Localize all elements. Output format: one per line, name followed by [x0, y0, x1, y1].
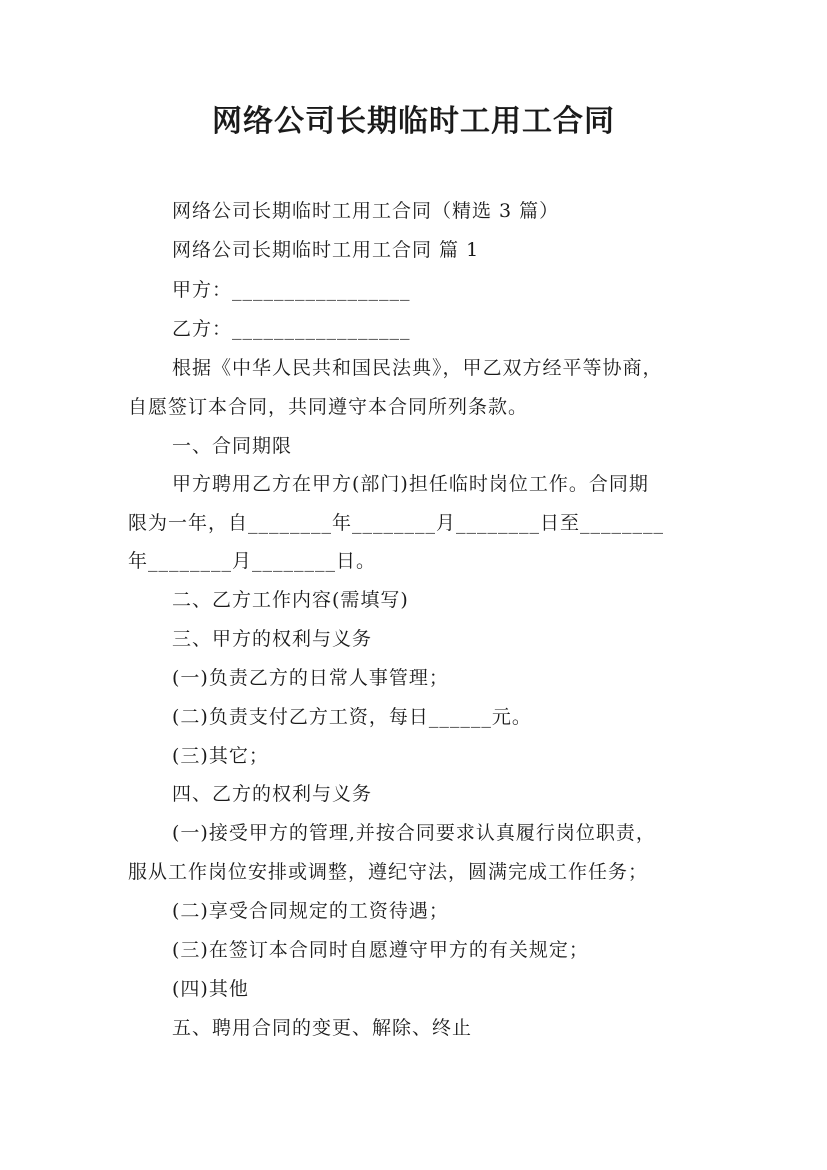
- paragraph-line: 年________月________日。: [128, 550, 377, 572]
- doc-part-heading: 网络公司长期临时工用工合同 篇 1: [172, 239, 480, 261]
- list-item: (一)负责乙方的日常人事管理；: [172, 667, 449, 689]
- list-item: (一)接受甲方的管理,并按合同要求认真履行岗位职责，: [172, 822, 656, 844]
- section-heading: 一、合同期限: [172, 435, 293, 457]
- list-item: (二)享受合同规定的工资待遇；: [172, 900, 449, 922]
- paragraph-line: 自愿签订本合同，共同遵守本合同所列条款。: [128, 396, 529, 418]
- list-item: (二)负责支付乙方工资，每日______元。: [172, 706, 532, 728]
- party-a-field: 甲方：_________________: [172, 279, 411, 301]
- section-heading: 三、甲方的权利与义务: [172, 628, 373, 650]
- section-heading: 二、乙方工作内容(需填写): [172, 589, 409, 611]
- list-item: (三)在签订本合同时自愿遵守甲方的有关规定；: [172, 939, 589, 961]
- paragraph-line: 甲方聘用乙方在甲方(部门)担任临时岗位工作。合同期: [172, 473, 649, 495]
- doc-subtitle: 网络公司长期临时工用工合同（精选 3 篇）: [172, 200, 560, 222]
- section-heading: 四、乙方的权利与义务: [172, 783, 373, 805]
- paragraph-line: 服从工作岗位安排或调整，遵纪守法，圆满完成工作任务；: [128, 861, 649, 883]
- list-item: (三)其它；: [172, 745, 269, 767]
- list-item: (四)其他: [172, 978, 249, 1000]
- party-b-field: 乙方：_________________: [172, 318, 411, 340]
- document-title: 网络公司长期临时工用工合同: [212, 104, 615, 139]
- paragraph-line: 限为一年，自________年________月________日至________: [128, 512, 665, 534]
- section-heading: 五、聘用合同的变更、解除、终止: [172, 1017, 473, 1039]
- paragraph-line: 根据《中华人民共和国民法典》，甲乙双方经平等协商，: [172, 357, 663, 379]
